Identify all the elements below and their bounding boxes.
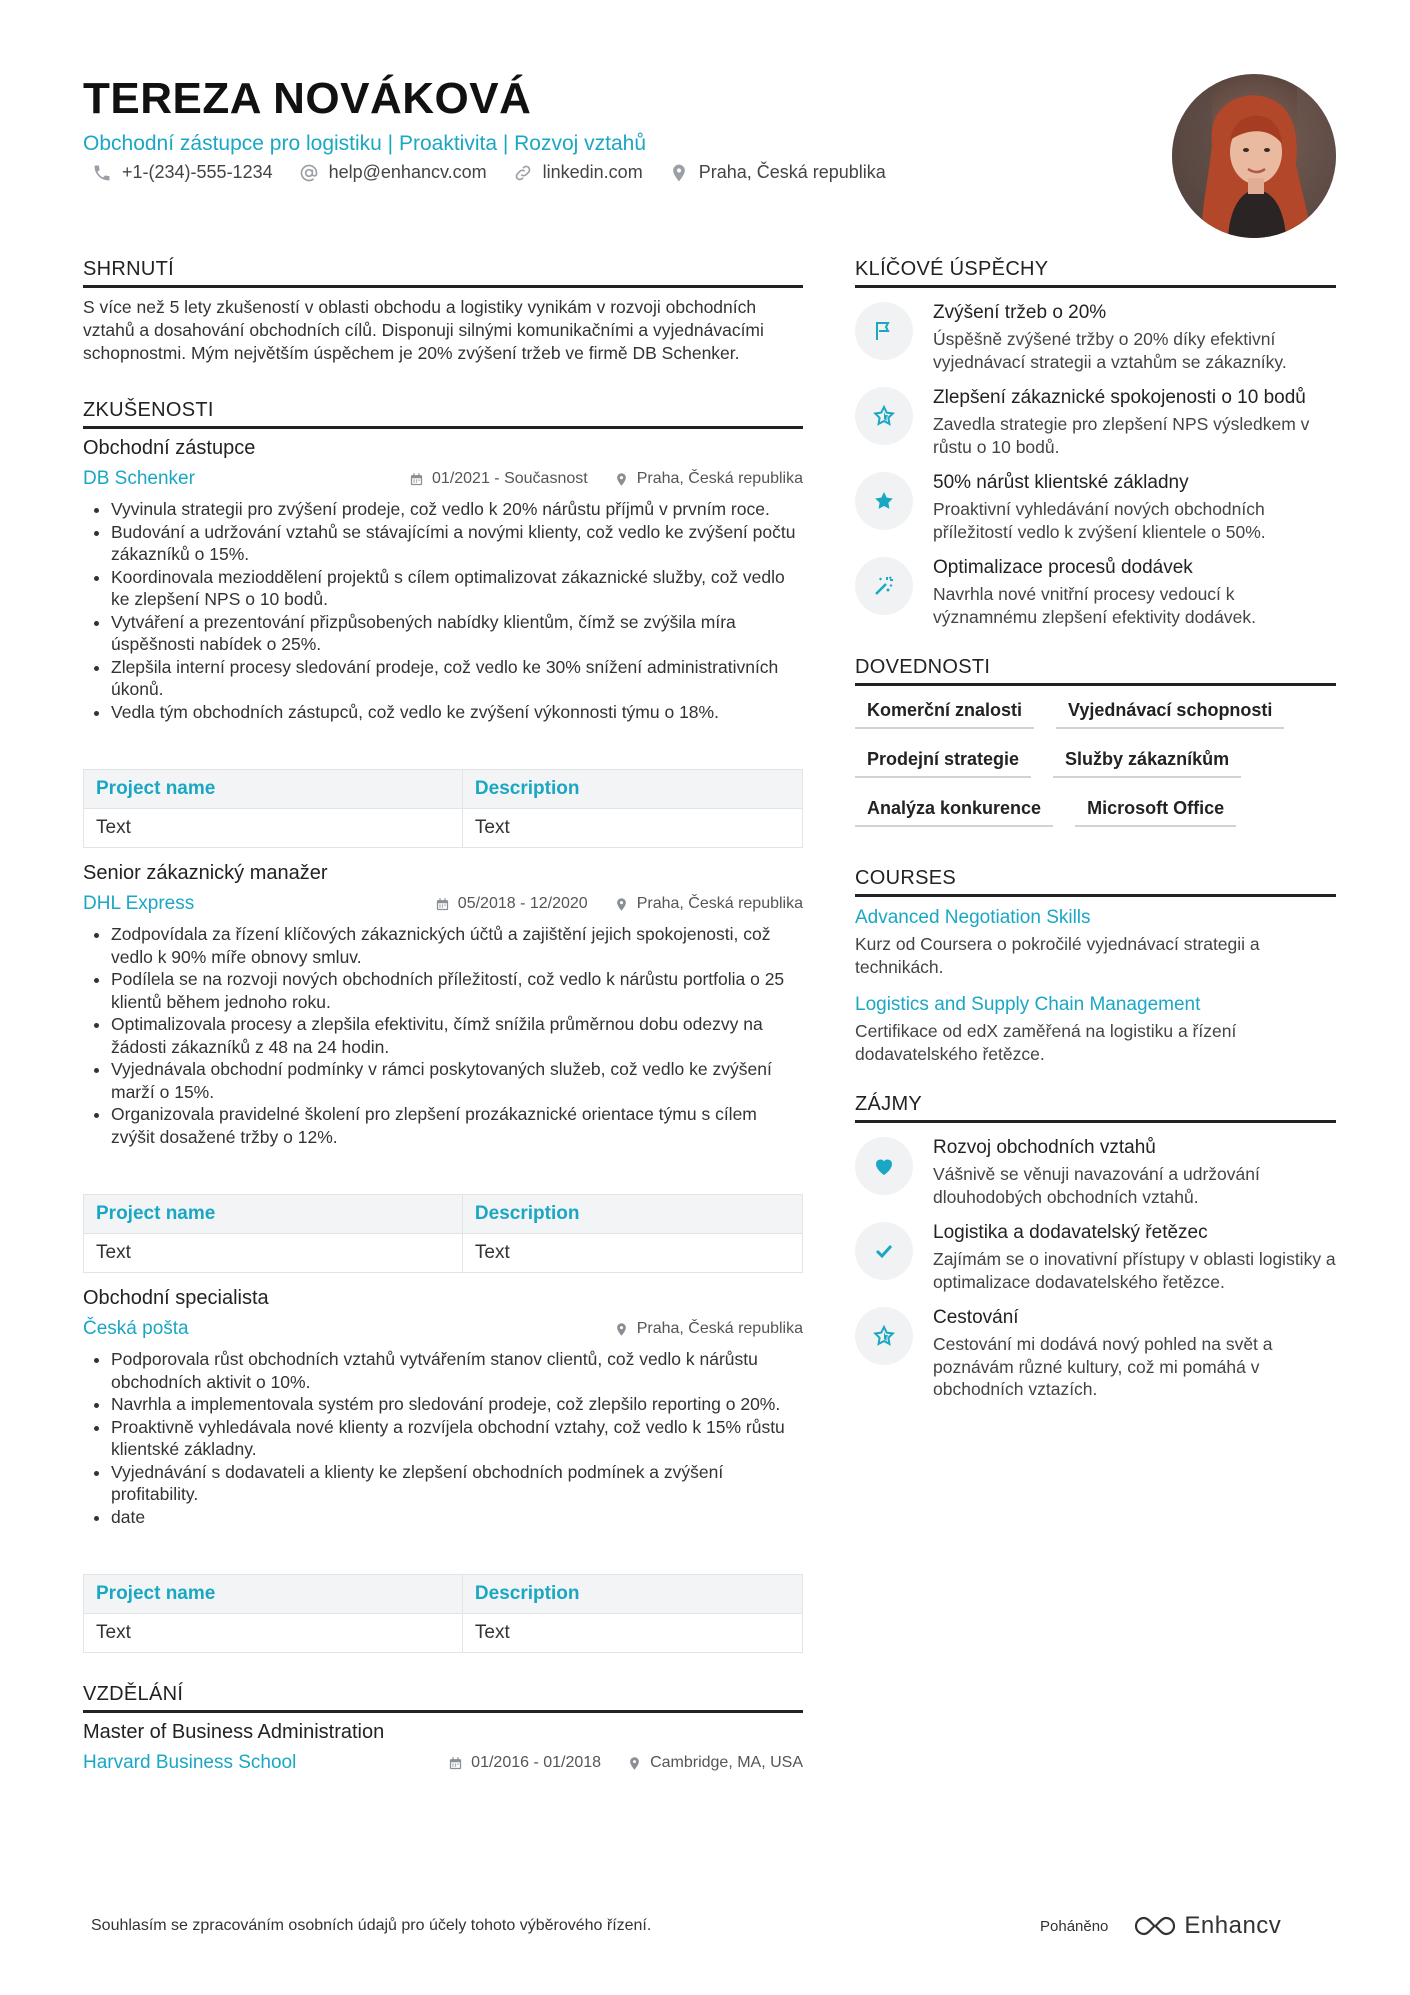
job-dates-text: 05/2018 - 12/2020 <box>457 895 588 912</box>
summary-heading: SHRNUTÍ <box>83 258 803 288</box>
achievement-title: Optimalizace procesů dodávek <box>933 557 1193 578</box>
job-meta <box>83 893 803 915</box>
skill-tag: Služby zákazníkům <box>1053 749 1241 778</box>
consent-text: Souhlasím se zpracováním osobních údajů pro účely tohoto výběrového řízení. <box>91 1917 652 1934</box>
skill-tag: Vyjednávací schopnosti <box>1056 700 1284 729</box>
calendar-icon <box>448 1756 463 1771</box>
bullet-item: • date <box>111 1506 803 1529</box>
interest-item <box>855 1137 1336 1208</box>
job-meta-right <box>409 470 803 488</box>
job-bullets <box>83 498 803 723</box>
contact-row <box>92 162 886 183</box>
project-name-cell: Text <box>84 1614 463 1653</box>
interest-desc: Zajímám se o inovativní přístupy v oblasti logistiky a optimalizace dodavatelského řetězce. <box>933 1249 1336 1292</box>
achievements-heading: KLÍČOVÉ ÚSPĚCHY <box>855 258 1336 288</box>
headline: Obchodní zástupce pro logistiku | Proaktivita | Rozvoj vztahů <box>83 132 647 155</box>
job-bullets <box>83 923 803 1148</box>
interests-heading: ZÁJMY <box>855 1093 1336 1123</box>
powered-by-label: Poháněno <box>1040 1917 1109 1935</box>
education-dates <box>448 1754 601 1772</box>
bullet-item: • Podílela se na rozvoji nových obchodních příležitostí, což vedlo k nárůstu portfolia o 25 klientů během jednoho roku. <box>111 968 803 1013</box>
company-name: DB Schenker <box>83 468 195 489</box>
job-location <box>614 895 803 913</box>
contact-linkedin[interactable] <box>513 162 643 183</box>
achievement-desc: Úspěšně zvýšené tržby o 20% díky efektivní vyjednávací strategii a vztahům se zákazníky. <box>933 329 1287 372</box>
job-location <box>614 470 803 488</box>
location-pin-icon <box>614 897 629 912</box>
achievement-icon-wrap <box>855 557 913 615</box>
experience-heading: ZKUŠENOSTI <box>83 399 803 429</box>
degree-title: Master of Business Administration <box>83 1721 385 1743</box>
project-name-header: Project name <box>84 770 463 809</box>
project-description-header: Description <box>462 1195 802 1234</box>
education-dates-text: 01/2016 - 01/2018 <box>471 1754 602 1771</box>
phone-icon <box>92 163 112 183</box>
project-description-header: Description <box>462 1575 802 1614</box>
brand-name: Enhancv <box>1184 1912 1282 1939</box>
bullet-item: • Vytváření a prezentování přizpůsobených nabídky klientům, čímž se zvýšila míra úspěšnosti nabídek o 25%. <box>111 611 803 656</box>
education-meta <box>83 1752 803 1774</box>
job-location-text: Praha, Česká republika <box>636 1320 803 1337</box>
project-name-header: Project name <box>84 1575 463 1614</box>
infinity-logo-icon <box>1134 1914 1176 1938</box>
location-pin-icon <box>614 1322 629 1337</box>
bullet-item: • Optimalizovala procesy a zlepšila efektivitu, čímž snížila průměrnou dobu odezvy na žádosti zákazníků z 48 na 24 hodin. <box>111 1013 803 1058</box>
location-pin-icon <box>669 163 689 183</box>
project-description-header: Description <box>462 770 802 809</box>
job-location-text: Praha, Česká republika <box>636 895 803 912</box>
star-outline-icon <box>872 404 896 428</box>
achievement-icon-wrap <box>855 302 913 360</box>
education-location-text: Cambridge, MA, USA <box>650 1754 803 1771</box>
heart-icon <box>872 1154 896 1178</box>
skill-tag: Microsoft Office <box>1075 798 1236 827</box>
school-name: Harvard Business School <box>83 1752 297 1773</box>
at-icon <box>299 163 319 183</box>
job-dates <box>409 470 588 488</box>
education-location <box>627 1754 803 1772</box>
job-entry <box>83 1287 803 1653</box>
job-title: Obchodní zástupce <box>83 437 256 459</box>
contact-email[interactable] <box>299 162 487 183</box>
bullet-item: • Vyvinula strategii pro zvýšení prodeje, což vedlo k 20% nárůstu příjmů v prvním roce. <box>111 498 803 521</box>
education-meta-right <box>448 1754 803 1772</box>
project-description-cell: Text <box>462 1614 802 1653</box>
interest-desc: Vášnivě se věnuji navazování a udržování dlouhodobých obchodních vztahů. <box>933 1164 1260 1207</box>
skill-tag: Analýza konkurence <box>855 798 1053 827</box>
interest-item <box>855 1307 1336 1401</box>
achievement-desc: Navrhla nové vnitřní procesy vedoucí k významnému zlepšení efektivity dodávek. <box>933 584 1256 627</box>
course-title: Advanced Negotiation Skills <box>855 907 1091 928</box>
project-table <box>83 1194 803 1273</box>
location-pin-icon <box>627 1756 642 1771</box>
bullet-item: • Koordinovala mezioddělení projektů s cílem optimalizovat zákaznické služby, což vedlo ke zlepšení NPS o 10 bodů. <box>111 566 803 611</box>
job-dates-text: 01/2021 - Současnost <box>432 470 588 487</box>
achievement-desc: Zavedla strategie pro zlepšení NPS výsledkem v růstu o 10 bodů. <box>933 414 1310 457</box>
calendar-icon <box>435 897 450 912</box>
achievement-icon-wrap <box>855 472 913 530</box>
skills-heading: DOVEDNOSTI <box>855 656 1336 686</box>
job-title: Senior zákaznický manažer <box>83 862 328 884</box>
right-column <box>855 258 1336 1401</box>
bullet-item: • Organizovala pravidelné školení pro zlepšení prozákaznické orientace týmu s cílem zvýšit dosažené tržby o 12%. <box>111 1103 803 1148</box>
job-bullets <box>83 1348 803 1528</box>
linkedin-text: linkedin.com <box>542 162 643 182</box>
project-name-cell: Text <box>84 1234 463 1273</box>
achievement-item <box>855 387 1336 458</box>
location-pin-icon <box>614 472 629 487</box>
interest-title: Cestování <box>933 1307 1019 1328</box>
magic-wand-icon <box>872 574 896 598</box>
achievement-title: Zlepšení zákaznické spokojenosti o 10 bodů <box>933 387 1306 408</box>
skill-tag: Komerční znalosti <box>855 700 1034 729</box>
interest-title: Logistika a dodavatelský řetězec <box>933 1222 1208 1243</box>
project-table <box>83 1574 803 1653</box>
skills-list <box>855 700 1336 827</box>
course-desc: Certifikace od edX zaměřená na logistiku a řízení dodavatelského řetězce. <box>855 1021 1237 1064</box>
course-desc: Kurz od Coursera o pokročilé vyjednávací strategii a technikách. <box>855 934 1260 977</box>
education-heading: VZDĚLÁNÍ <box>83 1683 803 1713</box>
summary-text: S více než 5 lety zkušeností v oblasti obchodu a logistiky vynikám v rozvoji obchodních vztahů a dosahování obchodních cílů. Disponuji silnými komunikačními a vyjednávacími schopnostmi. Mým největším úspěchem je 20% zvýšení tržeb ve firmě DB Schenker. <box>83 297 764 363</box>
bullet-item: • Zodpovídala za řízení klíčových zákaznických účtů a zajištění jejich spokojenosti, což vedlo k 90% míře obnovy smluv. <box>111 923 803 968</box>
interest-title: Rozvoj obchodních vztahů <box>933 1137 1156 1158</box>
job-entry <box>83 862 803 1273</box>
job-location <box>614 1320 803 1338</box>
achievement-item <box>855 557 1336 628</box>
bullet-item: • Podporovala růst obchodních vztahů vytvářením stanov clientů, což vedlo k nárůstu obchodních aktivit o 10%. <box>111 1348 803 1393</box>
flag-icon <box>872 319 896 343</box>
location-text: Praha, Česká republika <box>698 162 886 182</box>
achievement-item <box>855 472 1336 543</box>
candidate-name: TEREZA NOVÁKOVÁ <box>83 74 532 123</box>
project-description-cell: Text <box>462 809 802 848</box>
bullet-item: • Zlepšila interní procesy sledování prodeje, což vedlo ke 30% snížení administrativních úkonů. <box>111 656 803 701</box>
bullet-item: • Navrhla a implementovala systém pro sledování prodeje, což zlepšilo reporting o 20%. <box>111 1393 803 1416</box>
project-name-cell: Text <box>84 809 463 848</box>
job-meta-right <box>435 895 803 913</box>
interest-item <box>855 1222 1336 1293</box>
skill-tag: Prodejní strategie <box>855 749 1031 778</box>
star-outline-icon <box>872 1324 896 1348</box>
bullet-item: • Vyjednávání s dodavateli a klienty ke zlepšení obchodních podmínek a zvýšení profitability. <box>111 1461 803 1506</box>
achievement-icon-wrap <box>855 387 913 445</box>
contact-location <box>669 162 886 183</box>
check-icon <box>872 1239 896 1263</box>
company-name: DHL Express <box>83 893 195 914</box>
interest-desc: Cestování mi dodává nový pohled na svět a poznávám různé kultury, což mi pomáhá v obchodních vztazích. <box>933 1334 1273 1399</box>
profile-photo <box>1172 74 1336 238</box>
interest-icon-wrap <box>855 1137 913 1195</box>
achievement-item <box>855 302 1336 373</box>
phone-text: +1-(234)-555-1234 <box>122 162 273 182</box>
link-icon <box>513 163 533 183</box>
bullet-item: • Vyjednávala obchodní podmínky v rámci poskytovaných služeb, což vedlo ke zvýšení marží o 15%. <box>111 1058 803 1103</box>
job-meta <box>83 468 803 490</box>
course-title: Logistics and Supply Chain Management <box>855 994 1201 1015</box>
interest-icon-wrap <box>855 1307 913 1365</box>
job-meta <box>83 1318 803 1340</box>
achievement-title: Zvýšení tržeb o 20% <box>933 302 1107 323</box>
company-name: Česká pošta <box>83 1318 189 1339</box>
project-table <box>83 769 803 848</box>
education-entry <box>83 1721 803 1774</box>
bullet-item: • Proaktivně vyhledávala nové klienty a rozvíjela obchodní vztahy, což vedlo k 15% růstu klientské základny. <box>111 1416 803 1461</box>
email-text: help@enhancv.com <box>328 162 487 182</box>
job-meta-right <box>614 1320 803 1338</box>
job-entry <box>83 437 803 848</box>
footer-branding <box>1040 1912 1281 1940</box>
calendar-icon <box>409 472 424 487</box>
achievement-title: 50% nárůst klientské základny <box>933 472 1189 493</box>
job-dates <box>435 895 588 913</box>
contact-phone <box>92 162 273 183</box>
interest-icon-wrap <box>855 1222 913 1280</box>
project-name-header: Project name <box>84 1195 463 1234</box>
bullet-item: • Budování a udržování vztahů se stávajícími a novými klienty, což vedlo ke zvýšení počtu zákazníků o 15%. <box>111 521 803 566</box>
job-title: Obchodní specialista <box>83 1287 269 1309</box>
enhancv-logo[interactable] <box>1134 1912 1281 1940</box>
project-description-cell: Text <box>462 1234 802 1273</box>
bullet-item: • Vedla tým obchodních zástupců, což vedlo ke zvýšení výkonnosti týmu o 18%. <box>111 701 803 724</box>
star-icon <box>872 489 896 513</box>
achievement-desc: Proaktivní vyhledávání nových obchodních příležitostí vedlo k zvýšení klientele o 50%. <box>933 499 1266 542</box>
left-column <box>83 258 803 1774</box>
courses-heading: COURSES <box>855 867 1336 897</box>
job-location-text: Praha, Česká republika <box>636 470 803 487</box>
